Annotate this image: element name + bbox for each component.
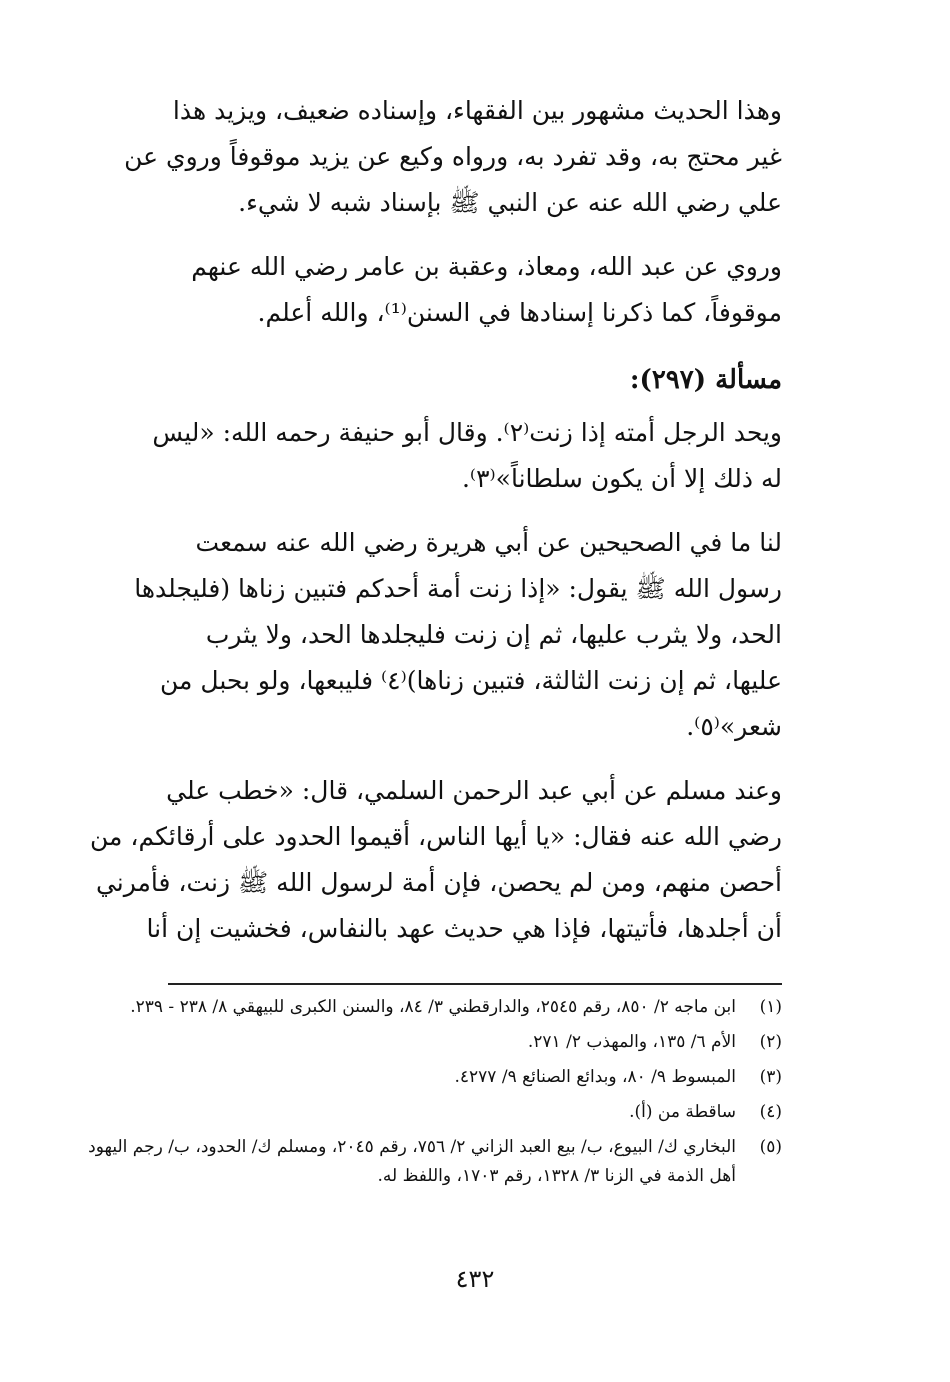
footnote-text: البخاري ك/ البيوع، ب/ بيع العبد الزاني ٢/ ٧٥٦، رقم ٢٠٤٥، ومسلم ك/ الحدود، ب/ رجم اليهود أهل الذمة في الزنا ٣/ ١٣٢٨، رقم ١٧٠٣، واللفظ له. <box>88 1137 736 1186</box>
text-line: الحد، ولا يثرب عليها، ثم إن زنت فليجلدها الحد، ولا يثرب <box>205 620 782 649</box>
text-line: أن أجلدها، فأتيتها، فإذا هي حديث عهد بالنفاس، فخشيت إن أنا <box>146 914 782 943</box>
footnote-number: (٣) <box>759 1067 782 1087</box>
footnote-3 <box>88 1063 782 1092</box>
paragraph-4 <box>88 520 782 750</box>
text-line: له ذلك إلا أن يكون سلطاناً»⁽٣⁾. <box>461 464 782 493</box>
footnote-text: ساقطة من (أ). <box>629 1102 736 1122</box>
footnote-4 <box>88 1098 782 1127</box>
footnotes <box>88 993 782 1197</box>
footnote-number: (٥) <box>759 1137 782 1157</box>
text-line: لنا ما في الصحيحين عن أبي هريرة رضي الله عنه سمعت <box>195 528 782 557</box>
footnote-text: الأم ٦/ ١٣٥، والمهذب ٢/ ٢٧١. <box>527 1032 736 1052</box>
footnote-number: (١) <box>759 997 782 1017</box>
text-line: وهذا الحديث مشهور بين الفقهاء، وإسناده ضعيف، ويزيد هذا <box>172 96 782 125</box>
text-line: رضي الله عنه فقال: «يا أيها الناس، أقيموا الحدود على أرقائكم، من <box>90 822 782 851</box>
paragraph-5 <box>88 768 782 952</box>
text-line: شعر»⁽٥⁾. <box>686 712 782 741</box>
footnote-separator <box>168 983 782 985</box>
text-line: علي رضي الله عنه عن النبي ﷺ بإسناد شبه لا شيء. <box>238 188 782 217</box>
text-line: غير محتج به، وقد تفرد به، ورواه وكيع عن يزيد موقوفاً وروي عن <box>124 142 782 171</box>
paragraph-2 <box>88 244 782 336</box>
text-line: وروي عن عبد الله، ومعاذ، وعقبة بن عامر رضي الله عنهم <box>191 252 782 281</box>
text-line: أحصن منهم، ومن لم يحصن، فإن أمة لرسول الله ﷺ زنت، فأمرني <box>95 868 782 897</box>
footnote-2 <box>88 1028 782 1057</box>
text-line: موقوفاً، كما ذكرنا إسنادها في السنن⁽¹⁾، والله أعلم. <box>257 298 782 327</box>
paragraph-1 <box>88 88 782 226</box>
text-line: عليها، ثم إن زنت الثالثة، فتبين زناها)⁽٤⁾ فليبعها، ولو بحبل من <box>160 666 782 695</box>
footnote-number: (٤) <box>759 1102 782 1122</box>
section-heading: مسألة (٢٩٧): <box>629 365 782 395</box>
footnote-text: ابن ماجه ٢/ ٨٥٠، رقم ٢٥٤٥، والدارقطني ٣/ ٨٤، والسنن الكبرى للبيهقي ٨/ ٢٣٨ - ٢٣٩. <box>130 997 736 1017</box>
footnote-text: المبسوط ٩/ ٨٠، وبدائع الصنائع ٩/ ٤٢٧٧. <box>454 1067 736 1087</box>
footnote-number: (٢) <box>759 1032 782 1052</box>
footnote-5 <box>88 1133 782 1191</box>
text-line: رسول الله ﷺ يقول: «إذا زنت أمة أحدكم فتبين زناها (فليجلدها <box>134 574 782 603</box>
paragraph-3 <box>88 410 782 502</box>
page-body <box>88 88 782 970</box>
text-line: وعند مسلم عن أبي عبد الرحمن السلمي، قال: «خطب علي <box>166 776 782 805</box>
footnote-1 <box>88 993 782 1022</box>
text-line: ويحد الرجل أمته إذا زنت⁽٢⁾. وقال أبو حنيفة رحمه الله: «ليس <box>152 418 782 447</box>
page-number: ٤٣٢ <box>455 1265 495 1293</box>
